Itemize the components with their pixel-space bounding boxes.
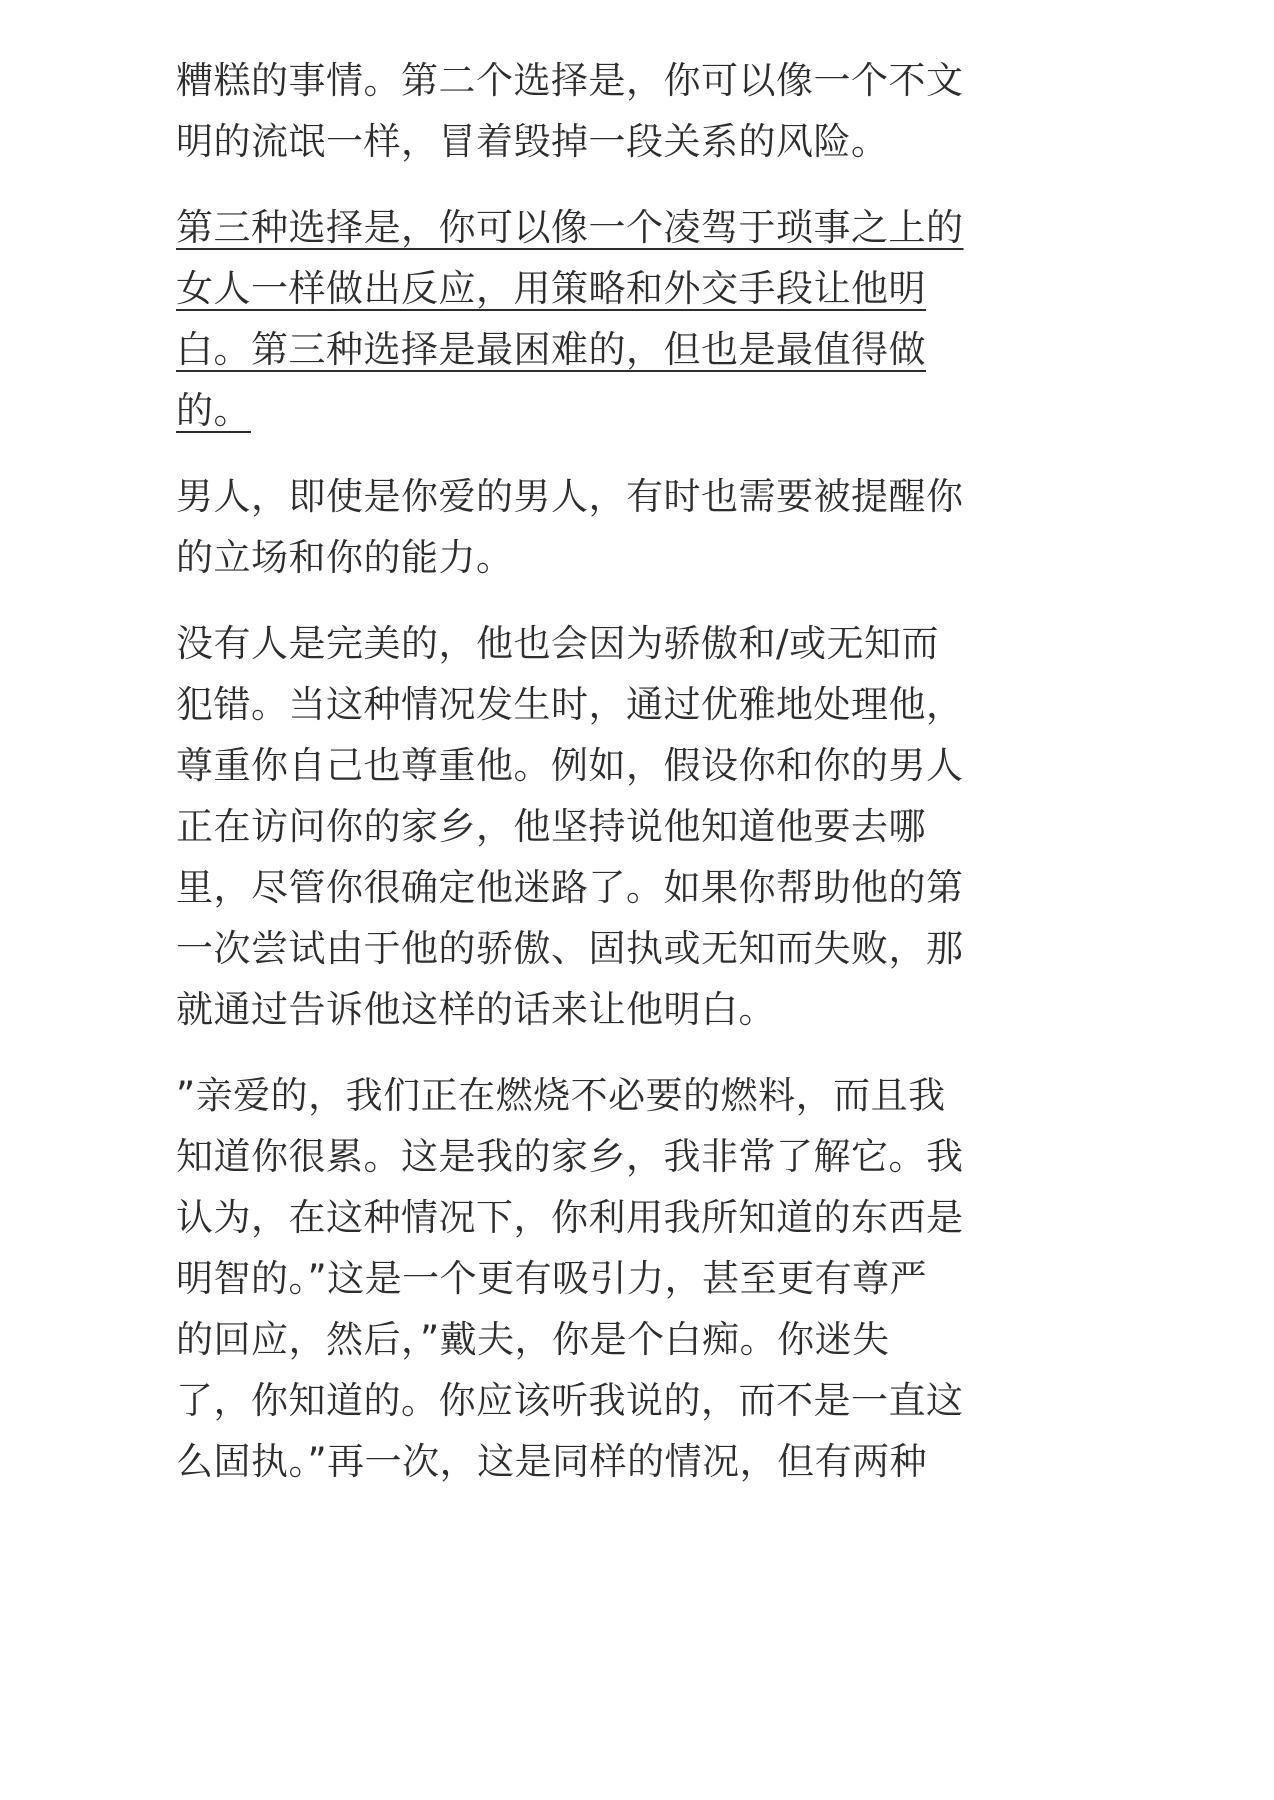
text-line: 没有人是完美的，他也会因为骄傲和/或无知而: [176, 622, 939, 665]
text-line: 男人，即使是你爱的男人，有时也需要被提醒你: [176, 475, 964, 518]
text-line: 么固执。”再一次，这是同样的情况，但有两种: [176, 1440, 928, 1483]
article-body: [176, 50, 964, 1492]
paragraph-4: [176, 613, 964, 1040]
text-line: 犯错。当这种情况发生时，通过优雅地处理他，: [176, 683, 964, 726]
text-line: 就通过告诉他这样的话来让他明白。: [176, 988, 776, 1031]
text-line: 一次尝试由于他的骄傲、固执或无知而失败，那: [176, 927, 964, 970]
text-line: ”亲爱的，我们正在燃烧不必要的燃料，而且我: [176, 1074, 946, 1117]
text-line: 明的流氓一样，冒着毁掉一段关系的风险。: [176, 120, 889, 163]
text-line: 白。第三种选择是最困难的，但也是最值得做: [176, 328, 926, 371]
text-line: 的立场和你的能力。: [176, 536, 514, 579]
text-line: 的回应，然后，”戴夫，你是个白痴。你迷失: [176, 1318, 890, 1361]
paragraph-1: [176, 50, 964, 172]
paragraph-2-underlined: [176, 197, 964, 441]
text-line: 正在访问你的家乡，他坚持说他知道他要去哪: [176, 805, 926, 848]
paragraph-5: [176, 1065, 964, 1492]
text-line: 明智的。”这是一个更有吸引力，甚至更有尊严: [176, 1257, 928, 1300]
text-line: 第三种选择是，你可以像一个凌驾于琐事之上的: [176, 206, 964, 249]
text-line: 尊重你自己也尊重他。例如，假设你和你的男人: [176, 744, 964, 787]
text-line: 了，你知道的。你应该听我说的，而不是一直这: [176, 1379, 964, 1422]
text-line: 知道你很累。这是我的家乡，我非常了解它。我: [176, 1135, 964, 1178]
text-line: 女人一样做出反应，用策略和外交手段让他明: [176, 267, 926, 310]
text-line: 糟糕的事情。第二个选择是，你可以像一个不文: [176, 59, 964, 102]
text-line: 的。: [176, 389, 251, 432]
paragraph-3: [176, 466, 964, 588]
text-line: 认为，在这种情况下，你利用我所知道的东西是: [176, 1196, 964, 1239]
text-line: 里，尽管你很确定他迷路了。如果你帮助他的第: [176, 866, 964, 909]
